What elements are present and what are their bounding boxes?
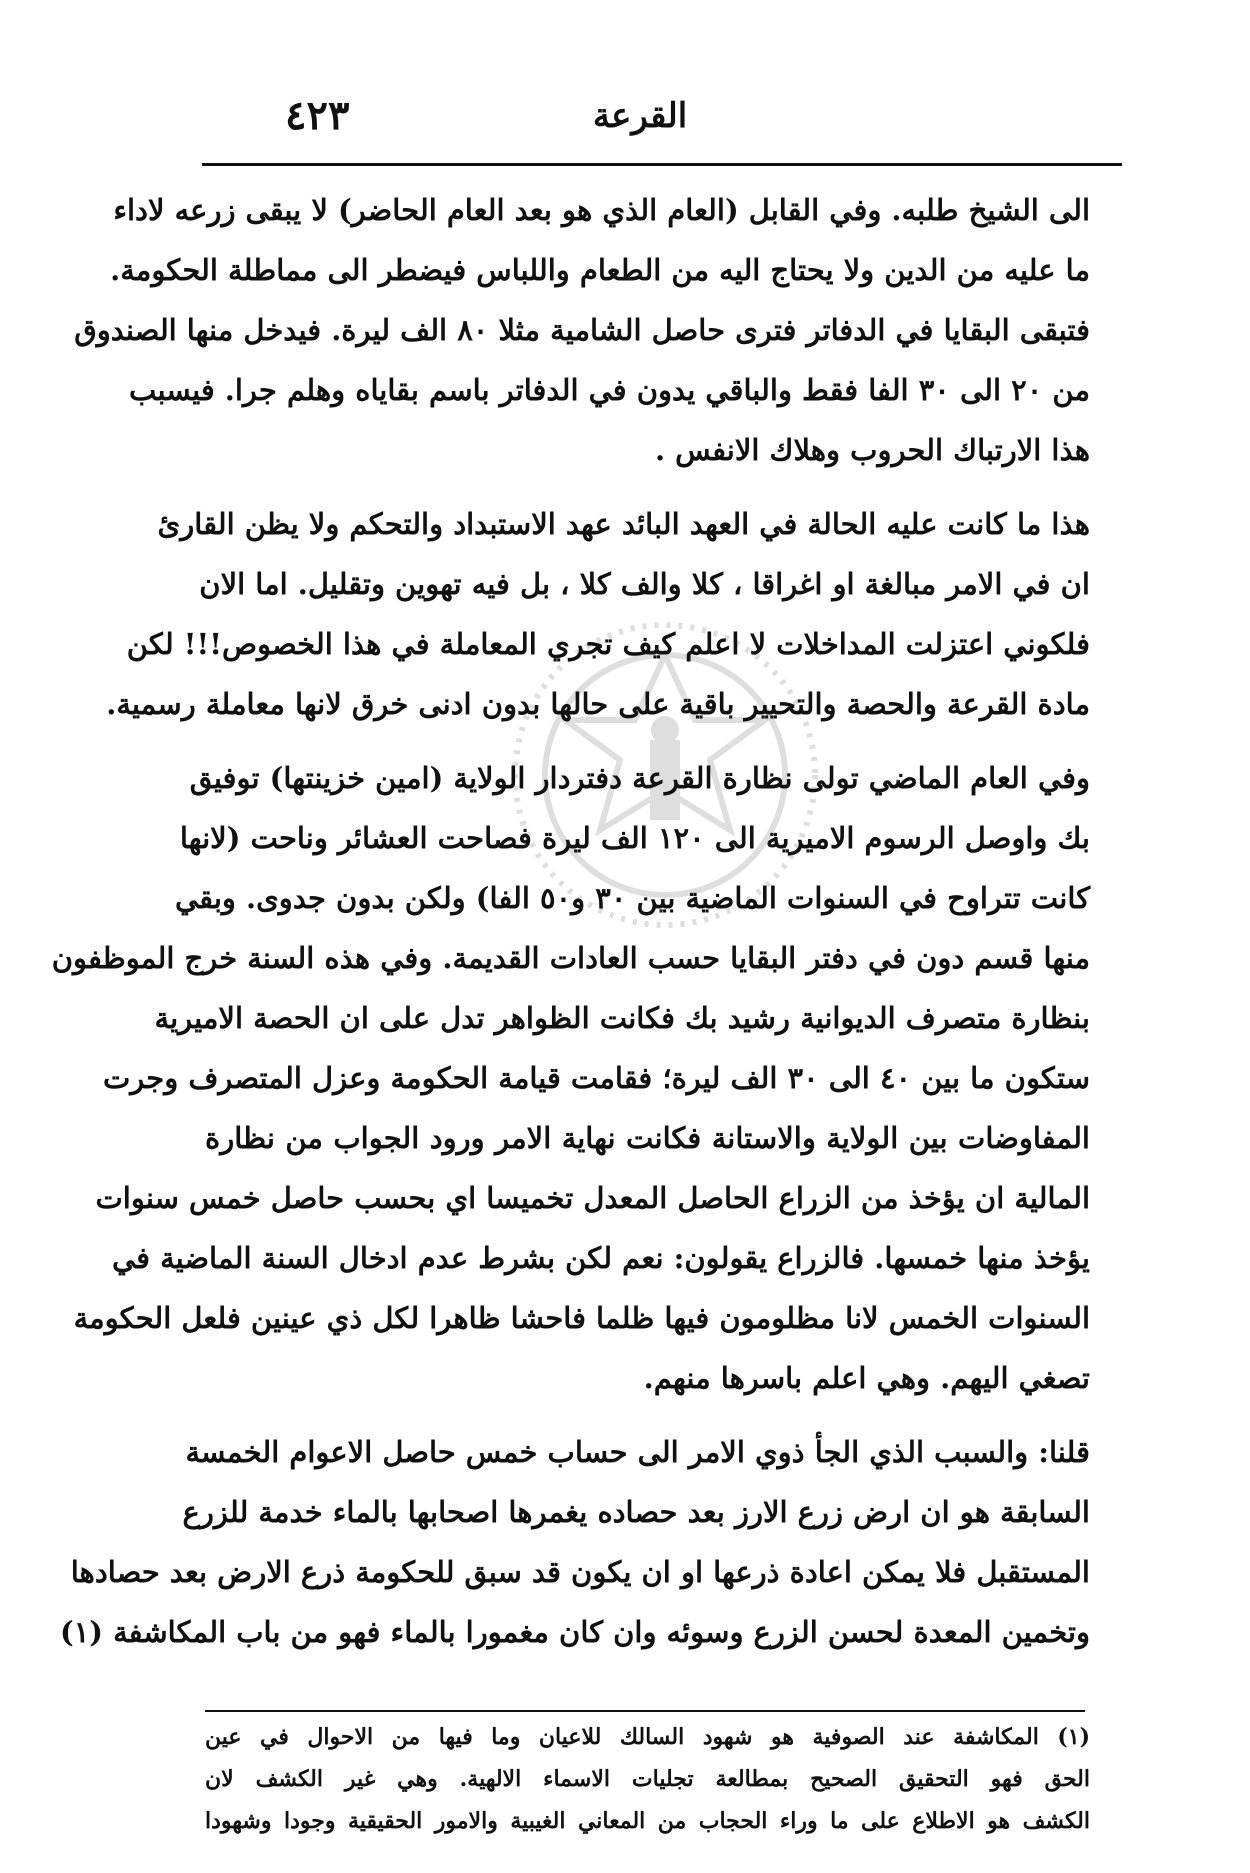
text-line: المالية ان يؤخذ من الزراع الحاصل المعدل تخميسا اي بحسب حاصل خمس سنوات xyxy=(95,1181,1090,1215)
footnote-line: الحق فهو التحقيق الصحيح بمطالعة تجليات الاسماء الالهية. وهي غير الكشف لان xyxy=(205,1766,1090,1792)
text-line: كانت تتراوح في السنوات الماضية بين ٣٠ و٥٠ الفا) ولكن بدون جدوى. وبقي xyxy=(175,881,1090,915)
text-line: تصغي اليهم. وهي اعلم باسرها منهم. xyxy=(643,1361,1090,1395)
text-line: فلكوني اعتزلت المداخلات لا اعلم كيف تجري المعاملة في هذا الخصوص!!! لكن xyxy=(126,627,1090,661)
header-rule xyxy=(202,163,1122,166)
text-line: هذا الارتباك الحروب وهلاك الانفس . xyxy=(654,433,1090,467)
text-line: بك واوصل الرسوم الاميرية الى ١٢٠ الف ليرة فصاحت العشائر وناحت (لانها xyxy=(179,821,1090,855)
paragraph-4 xyxy=(59,1422,1090,1662)
running-title: القرعة xyxy=(592,96,688,136)
paragraph-3 xyxy=(51,748,1090,1408)
page-number: ٤٢٣ xyxy=(285,92,350,139)
text-line: من ٢٠ الى ٣٠ الفا فقط والباقي يدون في الدفاتر باسم بقاياه وهلم جرا. فيسبب xyxy=(128,373,1090,407)
text-line: ان في الامر مبالغة او اغراقا ، كلا والف كلا ، بل فيه تهوين وتقليل. اما الان xyxy=(199,567,1090,601)
text-line: منها قسم دون في دفتر البقايا حسب العادات القديمة. وفي هذه السنة خرج الموظفون xyxy=(51,941,1090,975)
text-line: السابقة هو ان ارض زرع الارز بعد حصاده يغمرها اصحابها بالماء خدمة للزرع xyxy=(182,1495,1090,1529)
footnote-line: الكشف هو الاطلاع على ما وراء الحجاب من المعاني الغيبية والامور الحقيقية وجودا وشهودا xyxy=(205,1808,1090,1834)
text-line: يؤخذ منها خمسها. فالزراع يقولون: نعم لكن بشرط عدم ادخال السنة الماضية في xyxy=(112,1241,1090,1275)
text-line: المستقبل فلا يمكن اعادة ذرعها او ان يكون قد سبق للحكومة ذرع الارض بعد حصادها xyxy=(70,1555,1090,1589)
text-line: المفاوضات بين الولاية والاستانة فكانت نهاية الامر ورود الجواب من نظارة xyxy=(205,1121,1090,1155)
footnotes xyxy=(205,1716,1090,1842)
text-line: قلنا: والسبب الذي الجأ ذوي الامر الى حساب خمس حاصل الاعوام الخمسة xyxy=(185,1435,1090,1469)
paragraph-1 xyxy=(74,180,1090,480)
text-line: الى الشيخ طلبه. وفي القابل (العام الذي هو بعد العام الحاضر) لا يبقى زرعه لاداء xyxy=(113,193,1090,227)
page-header xyxy=(195,92,1085,152)
text-line: مادة القرعة والحصة والتحيير باقية على حالها بدون ادنى خرق لانها معاملة رسمية. xyxy=(106,687,1090,721)
body-text xyxy=(51,180,1090,1676)
text-line: وتخمين المعدة لحسن الزرع وسوئه وان كان مغمورا بالماء فهو من باب المكاشفة (١) xyxy=(59,1615,1090,1649)
footnote-line: (١) المكاشفة عند الصوفية هو شهود السالك للاعيان وما فيها من الاحوال في عين xyxy=(205,1724,1090,1750)
text-line: فتبقى البقايا في الدفاتر فترى حاصل الشامية مثلا ٨٠ الف ليرة. فيدخل منها الصندوق xyxy=(74,313,1090,347)
text-line: ما عليه من الدين ولا يحتاج اليه من الطعام واللباس فيضطر الى مماطلة الحكومة. xyxy=(110,253,1090,287)
text-line: هذا ما كانت عليه الحالة في العهد البائد عهد الاستبداد والتحكم ولا يظن القارئ xyxy=(157,507,1090,541)
text-line: السنوات الخمس لانا مظلومون فيها ظلما فاحشا ظاهرا لكل ذي عينين فلعل الحكومة xyxy=(73,1301,1090,1335)
paragraph-2 xyxy=(106,494,1090,734)
footnote-rule xyxy=(205,1710,1085,1712)
text-line: بنظارة متصرف الديوانية رشيد بك فكانت الظواهر تدل على ان الحصة الاميرية xyxy=(154,1001,1090,1035)
text-line: ستكون ما بين ٤٠ الى ٣٠ الف ليرة؛ فقامت قيامة الحكومة وعزل المتصرف وجرت xyxy=(102,1061,1090,1095)
text-line: وفي العام الماضي تولى نظارة القرعة دفتردار الولاية (امين خزينتها) توفيق xyxy=(189,761,1090,795)
